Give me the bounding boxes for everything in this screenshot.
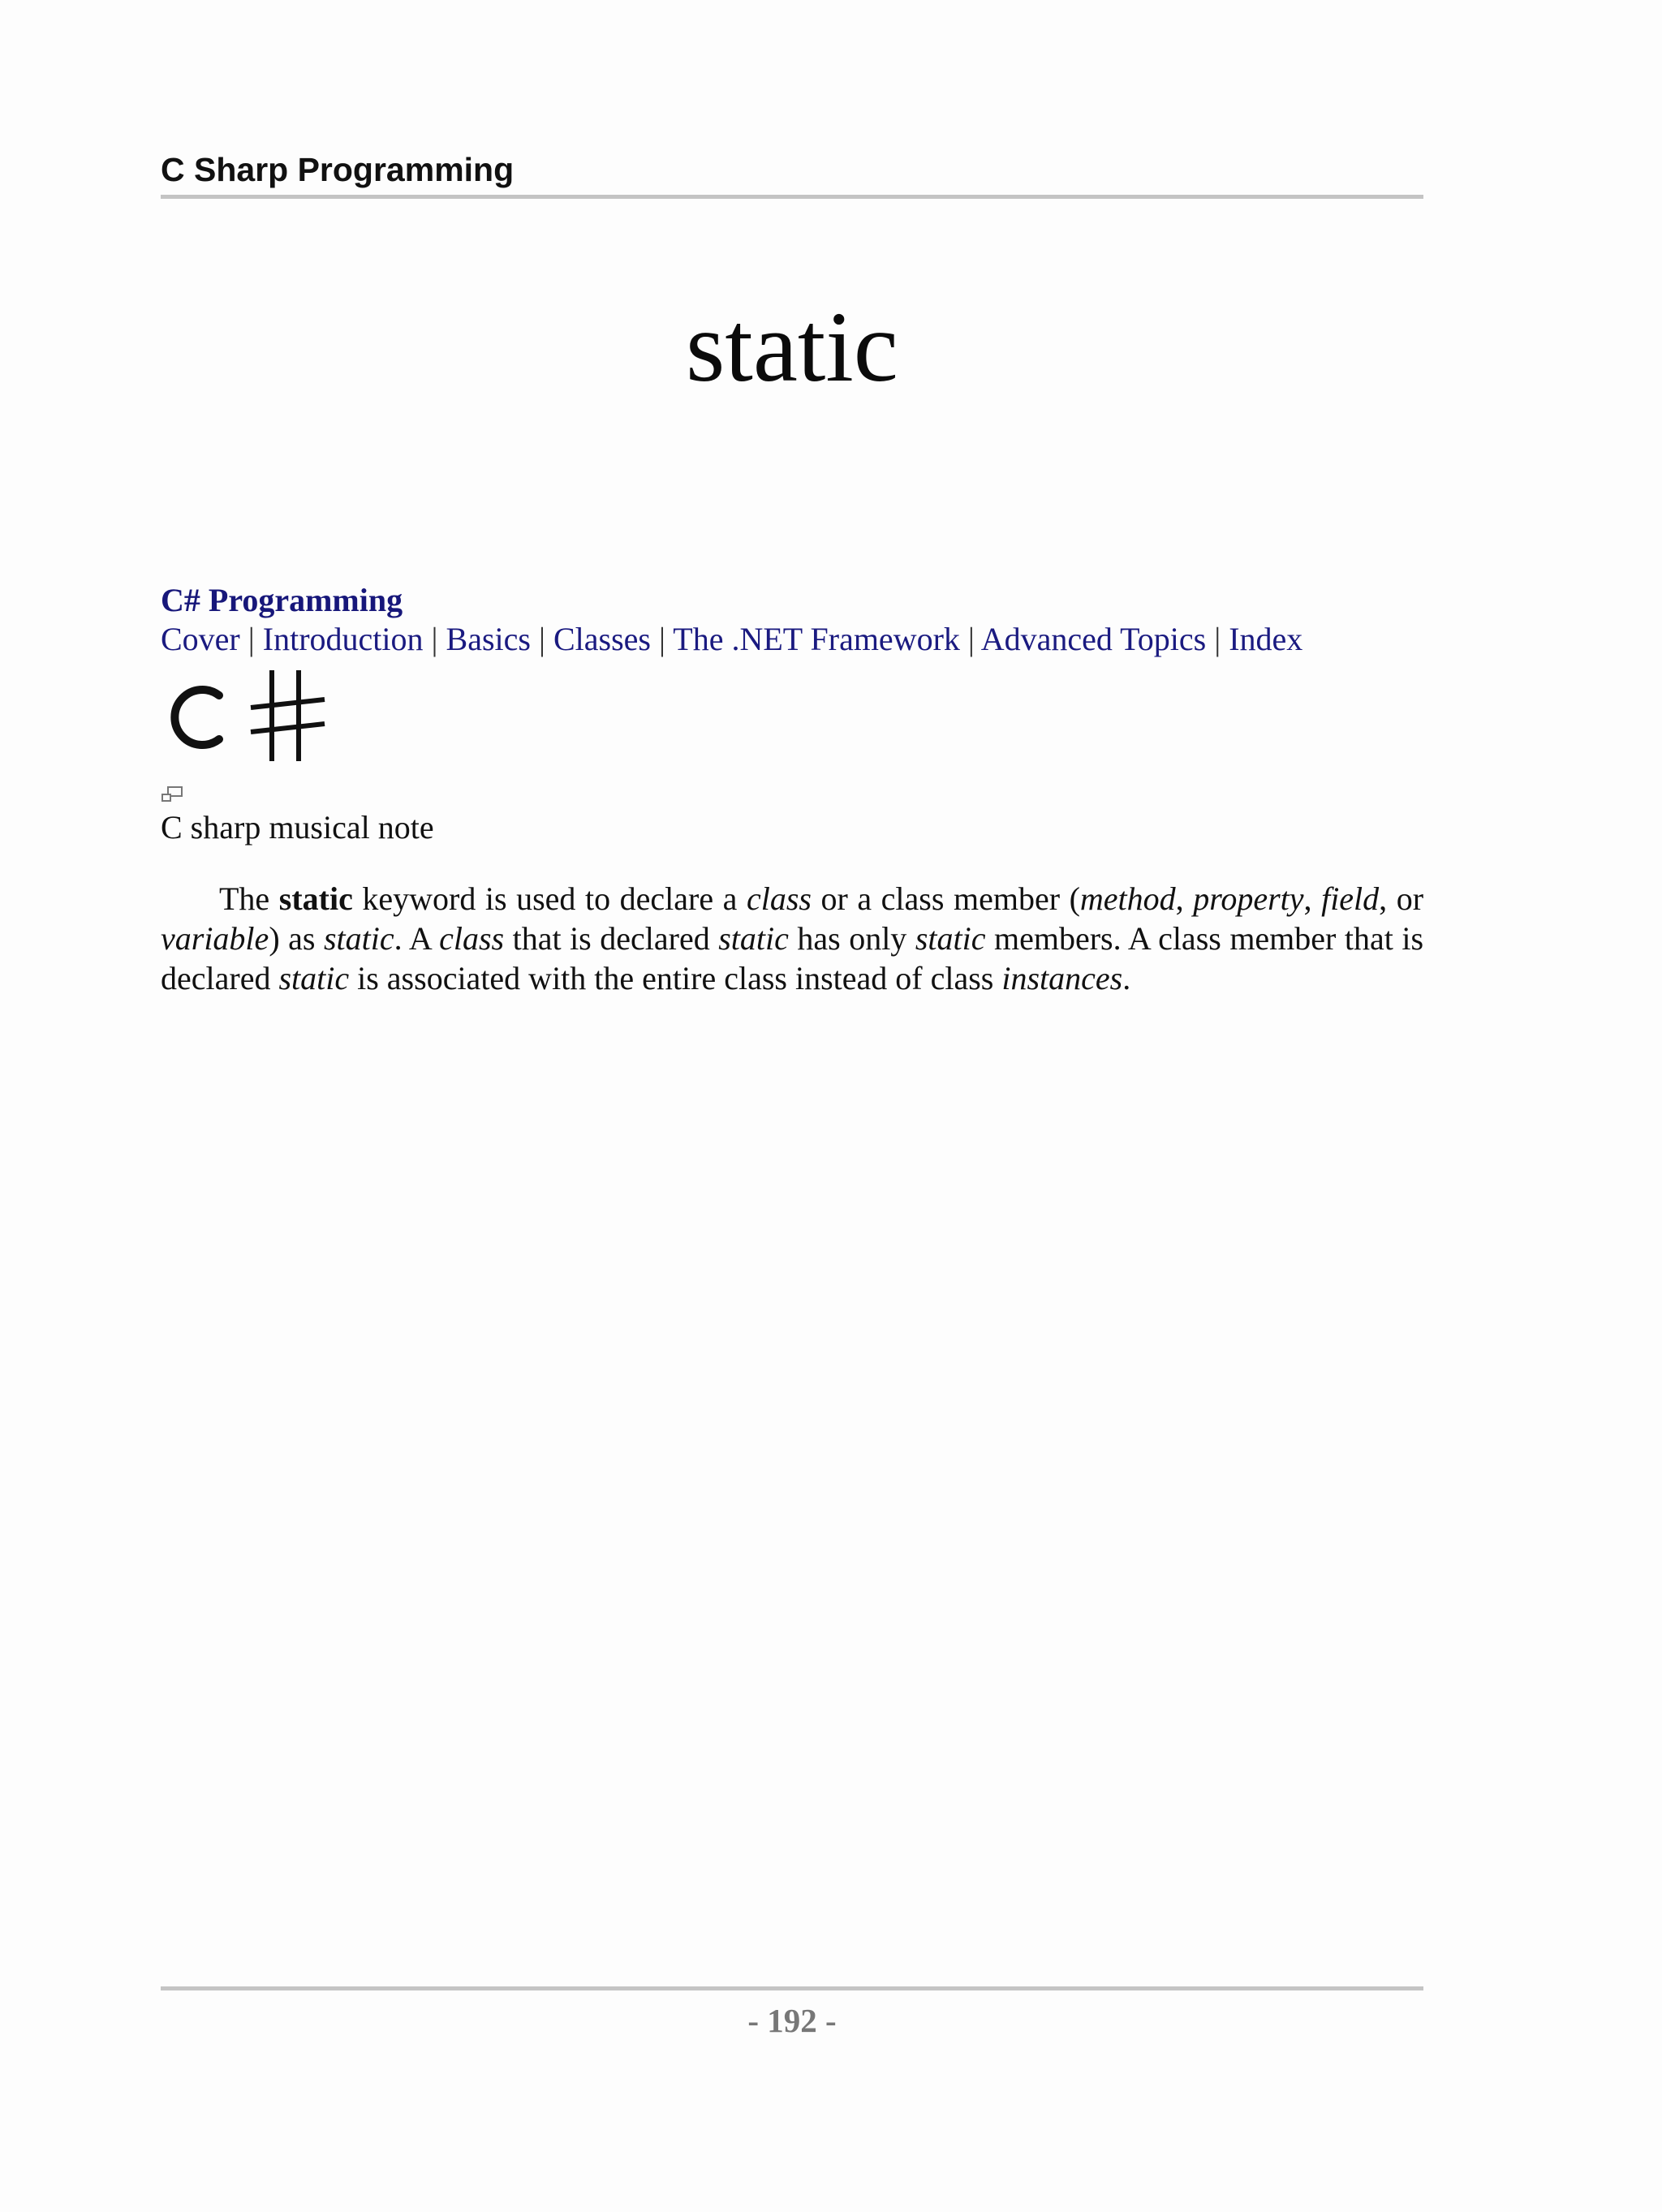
term-class: class (439, 920, 505, 957)
text-run: . (1122, 960, 1131, 996)
nav-separator: | (967, 621, 981, 657)
text-run: , or (1379, 880, 1424, 917)
page-title: static (686, 291, 898, 402)
nav-link-introduction[interactable]: Introduction (262, 621, 424, 657)
text-run: keyword is used to declare a (352, 880, 747, 917)
footer-rule (161, 1986, 1423, 1990)
nav-separator: | (431, 621, 446, 657)
text-run: ) as (269, 920, 324, 957)
term-static: static (323, 920, 394, 957)
nav-link-index[interactable]: Index (1229, 621, 1303, 657)
term-instances: instances (1001, 960, 1123, 996)
term-method: method (1079, 880, 1176, 917)
nav-link-basics[interactable]: Basics (446, 621, 531, 657)
term-class: class (746, 880, 812, 917)
chapter-navigation (161, 581, 1459, 659)
text-run: that is declared (504, 920, 719, 957)
nav-separator: | (1214, 621, 1229, 657)
nav-separator: | (248, 621, 263, 657)
nav-separator: | (538, 621, 553, 657)
figure-caption: C sharp musical note (161, 809, 434, 846)
header-rule (161, 195, 1423, 199)
term-static: static (278, 960, 350, 996)
text-run: . A (394, 920, 440, 957)
text-run: , (1303, 880, 1322, 917)
term-static: static (718, 920, 789, 957)
keyword-static: static (278, 880, 353, 917)
term-variable: variable (161, 920, 269, 957)
page-number: - 192 - (747, 2002, 837, 2039)
text-run: is associated with the entire class instead of class (349, 960, 1002, 996)
nav-link-advanced-topics[interactable]: Advanced Topics (980, 621, 1207, 657)
term-static: static (915, 920, 986, 957)
text-run: or a class member ( (811, 880, 1080, 917)
csharp-logo-icon[interactable] (159, 670, 329, 761)
running-header: C Sharp Programming (161, 151, 515, 188)
nav-link-classes[interactable]: Classes (553, 621, 651, 657)
magnify-icon[interactable] (161, 785, 183, 803)
nav-title: C# Programming (161, 582, 403, 618)
text-run: , (1175, 880, 1194, 917)
text-run: The (219, 880, 279, 917)
text-run: has only (788, 920, 915, 957)
nav-separator: | (658, 621, 674, 657)
term-field: field (1321, 880, 1380, 917)
nav-links (161, 620, 1459, 659)
body-paragraph (161, 879, 1423, 998)
nav-link-dotnet-framework[interactable]: The .NET Framework (673, 621, 960, 657)
text-run: members. A class member that is declared (161, 920, 1424, 996)
nav-link-cover[interactable]: Cover (161, 621, 240, 657)
term-property: property (1193, 880, 1304, 917)
